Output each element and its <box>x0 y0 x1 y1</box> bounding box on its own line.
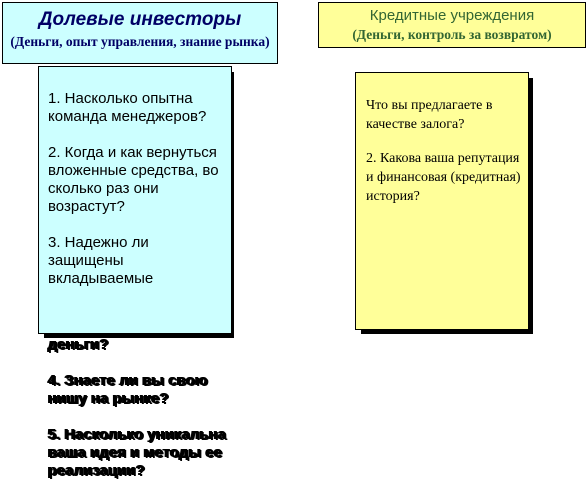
equity-questions-list <box>48 90 228 306</box>
equity-investors-title: Долевые инвесторы <box>38 9 242 30</box>
equity-question-1: 1. Насколько опытна команда менеджеров? <box>48 90 207 125</box>
credit-institutions-title: Кредитные учреждения <box>369 7 535 24</box>
equity-investors-subtitle: (Деньги, опыт управления, знание рынка) <box>10 34 270 49</box>
equity-question-5: 5. Насколько уникальна ваша идея и методы ее реализации? <box>48 426 227 479</box>
equity-investors-header <box>2 2 278 64</box>
equity-question-2: 2. Когда и как вернуться вложенные средства, во сколько раз они возрастут? <box>48 144 219 215</box>
equity-question-3-end: деньги? <box>48 336 109 353</box>
credit-question-2: 2. Какова ваша репутация и финансовая (кредитная) история? <box>366 151 521 204</box>
equity-question-3: 3. Надежно ли защищены вкладываемые <box>48 234 154 287</box>
credit-question-1: Что вы предлагаете в качестве залога? <box>366 98 493 132</box>
equity-question-4: 4. Знаете ли вы свою нишу на рынке? <box>48 372 208 407</box>
credit-questions-list <box>366 96 524 221</box>
credit-institutions-subtitle: (Деньги, контроль за возвратом) <box>352 27 552 42</box>
equity-questions-overflow <box>48 336 228 498</box>
credit-institutions-header <box>318 2 586 48</box>
